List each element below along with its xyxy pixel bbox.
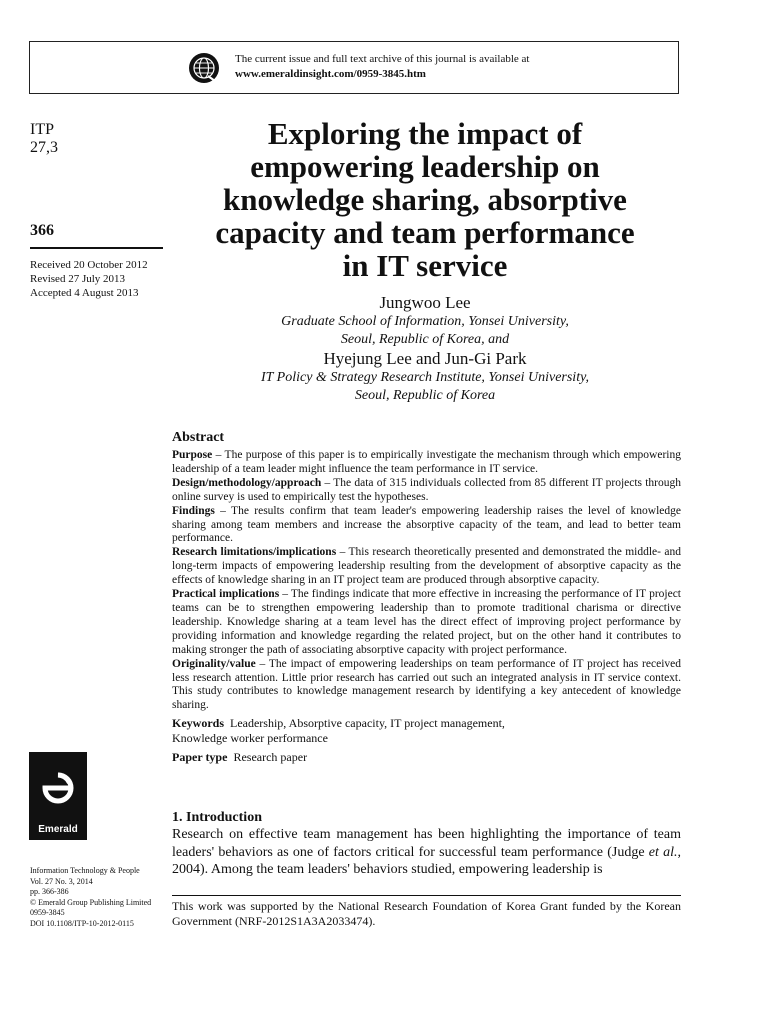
abstract-findings bbox=[172, 505, 681, 547]
introduction-heading: 1. Introduction bbox=[172, 810, 262, 825]
section-text: – The purpose of this paper is to empirically investigate the mechanism through which empowering leadership of a team leader might influence the team performance in IT service. bbox=[172, 449, 681, 475]
introduction-text bbox=[172, 826, 681, 879]
funding-footnote: This work was supported by the National Research Foundation of Korea Grant funded by the Korean Government (NRF-2012S1A3A2033474). bbox=[172, 899, 681, 928]
footnote-divider bbox=[172, 895, 681, 896]
pub-doi: DOI 10.1108/ITP-10-2012-0115 bbox=[30, 918, 134, 928]
header-text bbox=[235, 52, 529, 82]
title-line: in IT service bbox=[342, 248, 508, 283]
section-text: – This research theoretically presented and demonstrated the middle- and long-term impacts of empowering leadership resulting from the development of absorptive capacity as the effects of knowledge sharing in an IT project team are produced through absorptive capacity. bbox=[172, 546, 681, 587]
paper-type-label: Paper type bbox=[172, 750, 228, 765]
journal-url-link[interactable]: www.emeraldinsight.com/0959-3845.htm bbox=[235, 68, 426, 80]
abstract-limitations bbox=[172, 546, 681, 588]
section-label: Purpose bbox=[172, 449, 213, 461]
author-affiliation: Seoul, Republic of Korea, and bbox=[340, 332, 510, 347]
abstract-purpose bbox=[172, 449, 681, 477]
section-label: Research limitations/implications bbox=[172, 546, 337, 559]
abstract-design bbox=[172, 477, 681, 505]
section-text: – The results confirm that team leader's empowering leadership raises the level of knowledge sharing among team members and increase the absorptive capacity of the team, and lead to better team performance. bbox=[172, 504, 681, 545]
section-text: – The impact of empowering leaderships on team performance of IT project has received less research attention. Little prior research has carried out such an integrated analysis in IT service context. This study contributes to knowledge management research by identifying a key antecedent of knowledge sharing. bbox=[172, 657, 681, 712]
author-block bbox=[170, 293, 680, 405]
journal-code bbox=[30, 121, 58, 157]
received-date: Received 20 October 2012 bbox=[30, 259, 148, 271]
intro-text-part: Research on effective team management has been highlighting the importance of team leaders' behaviors as one of factors critical for successful team performance (Judge bbox=[172, 827, 681, 860]
globe-icon bbox=[188, 52, 220, 84]
section-label: Design/methodology/approach bbox=[172, 476, 322, 489]
journal-header-box bbox=[29, 41, 679, 94]
keywords-value: Knowledge worker performance bbox=[172, 731, 328, 746]
abstract-practical bbox=[172, 588, 681, 658]
keywords-value: Leadership, Absorptive capacity, IT project management, bbox=[230, 716, 505, 731]
publication-info bbox=[30, 866, 151, 929]
author-name: Jungwoo Lee bbox=[379, 293, 471, 312]
page-number: 366 bbox=[30, 222, 54, 239]
title-line: knowledge sharing, absorptive bbox=[223, 182, 627, 217]
author-name: Hyejung Lee and Jun-Gi Park bbox=[323, 349, 527, 368]
author-affiliation: Graduate School of Information, Yonsei University, bbox=[281, 314, 569, 329]
emerald-logo bbox=[29, 752, 87, 840]
pub-journal: Information Technology & People bbox=[30, 866, 140, 875]
paper-type bbox=[172, 750, 681, 765]
pub-issn: 0959-3845 bbox=[30, 908, 65, 917]
accepted-date: Accepted 4 August 2013 bbox=[30, 287, 139, 299]
header-archive-notice: The current issue and full text archive of this journal is available at bbox=[235, 53, 530, 65]
emerald-e-icon bbox=[29, 752, 87, 822]
section-text: – The data of 315 individuals collected from 85 different IT projects through online survey is used to empirically test the hypotheses. bbox=[172, 476, 681, 503]
keywords-label: Keywords bbox=[172, 716, 224, 731]
left-divider bbox=[30, 247, 163, 249]
paper-title bbox=[170, 117, 680, 282]
journal-abbrev: ITP bbox=[30, 121, 54, 138]
intro-text-part: , 2004). Among the team leaders' behaviors studied, empowering leadership is bbox=[172, 844, 681, 877]
keywords bbox=[172, 716, 681, 746]
abstract-section bbox=[172, 429, 681, 765]
abstract-originality bbox=[172, 658, 681, 714]
keywords-line bbox=[172, 716, 681, 731]
section-label: Practical implications bbox=[172, 588, 280, 601]
author-affiliation: IT Policy & Strategy Research Institute, Yonsei University, bbox=[260, 370, 590, 385]
revised-date: Revised 27 July 2013 bbox=[30, 273, 126, 285]
abstract-heading: Abstract bbox=[172, 430, 225, 445]
intro-citation-etal: et al. bbox=[648, 844, 678, 860]
pub-volume: Vol. 27 No. 3, 2014 bbox=[30, 876, 93, 886]
article-dates bbox=[30, 258, 148, 300]
section-text: – The findings indicate that more effective in increasing the performance of IT project teams can be to strengthen empowering leadership than to promote traditional charisma or directive leadership. Knowledge sharing at a team level has the direct effect of improving project performance by providing information and knowledge regarding the related project, but on the other hand it contributes to making stronger the path of associating absorptive capacity with project performance. bbox=[172, 588, 681, 656]
section-label: Findings bbox=[172, 504, 215, 517]
author-affiliation: Seoul, Republic of Korea bbox=[354, 388, 496, 403]
title-line: capacity and team performance bbox=[215, 215, 635, 250]
pub-pages: pp. 366-386 bbox=[30, 887, 69, 896]
title-line: Exploring the impact of bbox=[267, 116, 583, 151]
logo-label: Emerald bbox=[38, 824, 78, 835]
section-label: Originality/value bbox=[172, 657, 256, 670]
pub-copyright: © Emerald Group Publishing Limited bbox=[30, 897, 152, 907]
journal-volume: 27,3 bbox=[30, 139, 58, 156]
title-line: empowering leadership on bbox=[250, 149, 600, 184]
paper-type-value: Research paper bbox=[233, 750, 308, 765]
introduction-section bbox=[172, 809, 681, 879]
